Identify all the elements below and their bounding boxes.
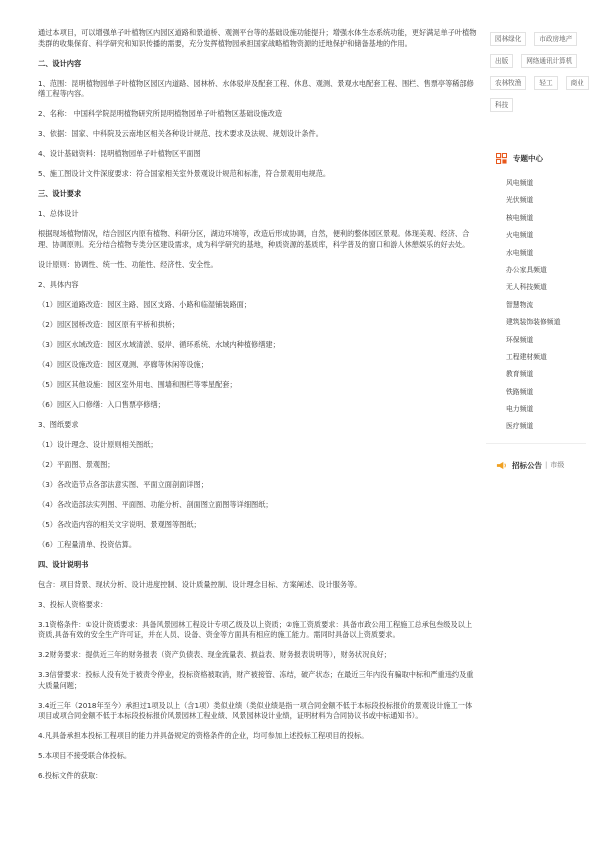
topic-link[interactable]: 铁路频道 bbox=[506, 387, 534, 396]
tag-link[interactable]: 农林牧渔 bbox=[490, 76, 526, 90]
paragraph: （3）各改造节点各部法意实图、平面立面剖面详图； bbox=[38, 479, 208, 489]
topic-link[interactable]: 智慧物流 bbox=[506, 300, 534, 309]
topic-link[interactable]: 工程建材频道 bbox=[506, 352, 547, 361]
paragraph: （4）各改造部法实列图、平面图、功能分析、剖面图立面图等详细图纸； bbox=[38, 499, 273, 509]
topic-link[interactable]: 水电频道 bbox=[506, 248, 534, 257]
paragraph: （2）园区园桥改造：园区原有平桥和拱桥； bbox=[38, 319, 180, 329]
paragraph: 2、具体内容 bbox=[38, 279, 79, 289]
paragraph: 1、总体设计 bbox=[38, 209, 79, 218]
topic-link[interactable]: 办公家具频道 bbox=[506, 265, 547, 274]
paragraph: （6）工程量清单、投资估算。 bbox=[38, 539, 137, 549]
paragraph: 通过本项目，可以增强单子叶植物区内园区道路和景道桥、观测平台等的基础设施功能提升；增强水体生态系统功能，更好满足单子叶植物类群的收集保育、科学研究和知识传播的需要，充分发挥植物园承担国家战略植物资源的迁地保护和储备基地的作用。 bbox=[38, 28, 477, 48]
tag-link[interactable]: 商业 bbox=[566, 76, 589, 90]
tag-link[interactable]: 科技 bbox=[490, 98, 513, 112]
paragraph: 4、设计基础资料：昆明植物园单子叶植物区平面图 bbox=[38, 149, 201, 158]
tag-link[interactable]: 出版 bbox=[490, 54, 513, 68]
announcement-header bbox=[496, 458, 600, 472]
paragraph: （5）园区其他设施：园区室外用电、围墙和围栏等零星配套； bbox=[38, 379, 237, 389]
topic-link[interactable]: 教育频道 bbox=[506, 370, 534, 379]
paragraph: 根据现场植物情况，结合园区内原有植物、科研分区，湖边环境等，改造后形成协调，自然，便利的整体园区景观。体现美观、经济、合理、协调原则。充分结合植物专类分区建设需求，成为科学研究的基地，种质资源的基质库，科学普及的窗口和游人休憩娱乐的好去处。 bbox=[38, 229, 470, 249]
paragraph: 3、图纸要求 bbox=[38, 419, 79, 429]
paragraph: 5、施工图设计文件深度要求：符合国家相关室外景观设计规范和标准，符合景观用电规范。 bbox=[38, 169, 331, 178]
paragraph: （5）各改造内容的相关文字说明、景观图等图纸； bbox=[38, 519, 201, 529]
megaphone-icon bbox=[496, 460, 507, 471]
tag-link[interactable]: 园林绿化 bbox=[490, 32, 526, 46]
section-heading: 四、设计说明书 bbox=[38, 559, 89, 569]
paragraph: 4.凡具备承担本投标工程项目的能力并具备规定的资格条件的企业，均可参加上述投标工程项目的投标。 bbox=[38, 731, 369, 740]
topic-link[interactable]: 医疗频道 bbox=[506, 422, 534, 431]
announcement-separator: | bbox=[545, 461, 548, 470]
paragraph: 5.本项目不接受联合体投标。 bbox=[38, 751, 132, 760]
paragraph: 3、投标人资格要求： bbox=[38, 599, 108, 609]
paragraph: 3.1资格条件：①设计资质要求：具备风景园林工程设计专项乙级及以上资质；②施工资质要求：具备市政公用工程施工总承包叁级及以上资质,具备有效的安全生产许可证，并在人员、设备、资金等方面具有相应的施工能力。需同时具备以上资质要求。 bbox=[38, 619, 473, 639]
sidebar bbox=[486, 32, 600, 472]
sidebar-divider bbox=[486, 443, 586, 444]
topic-link[interactable]: 建筑装饰装修频道 bbox=[506, 318, 561, 327]
topic-center-header bbox=[496, 150, 600, 166]
announcement-title[interactable]: 招标公告 bbox=[512, 460, 542, 470]
paragraph: 3、依据：国家、中科院及云南地区相关各种设计规范、技术要求及法规、规划设计条件。 bbox=[38, 129, 323, 138]
paragraph: 3.3信誉要求：投标人没有处于被责令停业，投标资格被取消，财产被接管、冻结，破产状态；在最近三年内没有骗取中标和严重违约及重大质量问题； bbox=[38, 670, 474, 690]
paragraph: 3.4近三年（2018年至今）承担过1项及以上（含1项）类似业绩（类似业绩是指一项合同金额不低于本标段投标报价的景观设计施工一体项目或项合同金额不低于本标段投标报价风景园林工程业绩、风景园林设计业绩，证明材料为合同协议书或中标通知书）。 bbox=[38, 700, 473, 720]
paragraph: 6.投标文件的获取： bbox=[38, 771, 103, 780]
paragraph: 设计原则：协调性、统一性、功能性、经济性、安全性。 bbox=[38, 259, 218, 269]
section-heading: 二、设计内容 bbox=[38, 58, 82, 68]
paragraph: （2）平面图、景观图； bbox=[38, 459, 115, 469]
topic-link[interactable]: 火电频道 bbox=[506, 231, 534, 240]
section-heading: 三、设计要求 bbox=[38, 189, 82, 198]
topic-link[interactable]: 光伏频道 bbox=[506, 196, 534, 205]
topic-link[interactable]: 环保频道 bbox=[506, 335, 534, 344]
topic-center-title: 专题中心 bbox=[513, 153, 543, 163]
paragraph: （1）设计理念、设计原则相关图纸； bbox=[38, 439, 158, 449]
tag-cloud bbox=[486, 32, 600, 120]
paragraph: 2、名称： 中国科学院昆明植物研究所昆明植物园单子叶植物区基础设施改造 bbox=[38, 109, 283, 118]
paragraph: （4）园区设施改造：园区观测、亭廊等休闲等设施； bbox=[38, 359, 208, 369]
paragraph: 3.2财务要求：提供近三年的财务报表（资产负债表、现金流量表、损益表、财务报表说明等），财务状况良好； bbox=[38, 650, 391, 659]
paragraph: 包含：项目背景、现状分析、设计进度控制、设计质量控制、设计理念目标、方案阐述、设计服务等。 bbox=[38, 579, 362, 589]
tag-link[interactable]: 网络通讯计算机 bbox=[521, 54, 577, 68]
grid-icon bbox=[496, 153, 507, 164]
paragraph: （1）园区道路改造：园区主路、园区支路、小路和临湿铺装路面； bbox=[38, 299, 252, 309]
topic-link[interactable]: 核电频道 bbox=[506, 213, 534, 222]
paragraph: （6）园区入口修缮：入口售票亭修缮； bbox=[38, 399, 165, 409]
topic-link[interactable]: 风电频道 bbox=[506, 179, 534, 187]
topic-link[interactable]: 电力频道 bbox=[506, 405, 534, 414]
tag-link[interactable]: 市政房地产 bbox=[534, 32, 577, 46]
paragraph: （3）园区水域改造：园区水域清淤、驳岸、循环系统、水域内种植修缮建； bbox=[38, 339, 280, 349]
paragraph: 1、范围：昆明植物园单子叶植物区园区内道路、园林桥、水体驳岸及配套工程、休息、观测、景观水电配套工程、围栏、售票亭等稀部修缮工程等内容。 bbox=[38, 78, 474, 98]
topic-list bbox=[486, 178, 600, 431]
article-body bbox=[38, 28, 478, 791]
topic-link[interactable]: 无人科技频道 bbox=[506, 283, 547, 292]
announcement-sub-tab[interactable]: 市级 bbox=[550, 461, 565, 470]
tag-link[interactable]: 轻工 bbox=[534, 76, 557, 90]
